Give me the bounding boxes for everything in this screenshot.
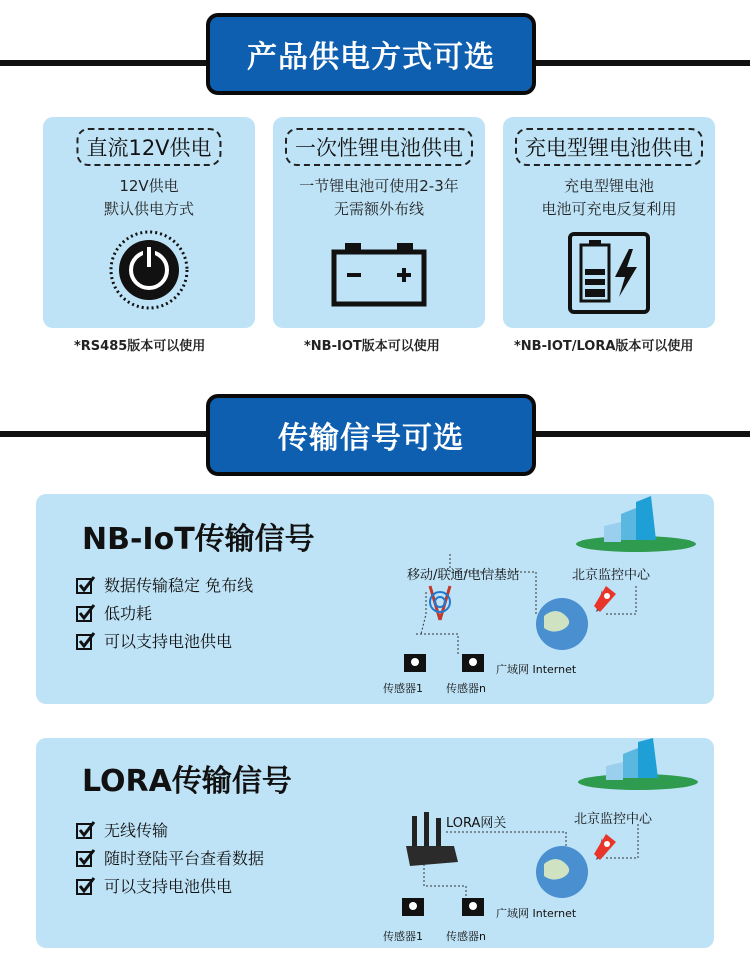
globe-icon — [536, 846, 588, 898]
feature-text: 无线传输 — [104, 821, 169, 840]
card-desc-line1: 12V供电 — [119, 177, 179, 195]
panel-title: LORA传输信号 — [82, 764, 292, 799]
internet-label: 广域网 Internet — [496, 907, 577, 920]
feature-item — [76, 874, 232, 897]
card-desc-line2: 无需额外布线 — [333, 200, 424, 218]
building-icon — [578, 738, 698, 790]
checkbox-checked-icon — [76, 603, 96, 623]
feature-item — [76, 573, 253, 596]
power-card-primary-battery — [273, 117, 485, 328]
building-icon — [576, 496, 696, 552]
sensor-label: 传感器1 — [383, 930, 423, 943]
card-note: *NB-IOT/LORA版本可以使用 — [514, 339, 694, 354]
power-card-dc — [43, 117, 255, 328]
center-label: 北京监控中心 — [572, 568, 651, 583]
sensor-label: 传感器n — [446, 682, 486, 695]
center-label: 北京监控中心 — [574, 812, 653, 827]
card-desc-line1: 一节锂电池可使用2-3年 — [299, 177, 459, 195]
feature-item — [76, 601, 152, 624]
checkbox-checked-icon — [76, 876, 96, 896]
checkbox-checked-icon — [76, 820, 96, 840]
feature-text: 可以支持电池供电 — [104, 877, 233, 896]
feature-text: 随时登陆平台查看数据 — [104, 849, 265, 868]
feature-text: 可以支持电池供电 — [104, 632, 233, 651]
power-button-icon — [108, 229, 190, 315]
card-title: 充电型锂电池供电 — [515, 128, 703, 166]
cell-tower-icon — [430, 586, 450, 620]
card-note: *NB-IOT版本可以使用 — [304, 339, 440, 354]
checkbox-checked-icon — [76, 631, 96, 651]
sensor-icon — [462, 654, 484, 672]
card-title: 直流12V供电 — [76, 128, 221, 166]
battery-icon — [331, 241, 427, 311]
gateway-label: LORA网关 — [446, 816, 507, 831]
feature-item — [76, 818, 168, 841]
checkbox-checked-icon — [76, 848, 96, 868]
sensor-icon — [404, 654, 426, 672]
sensor-icon — [462, 898, 484, 916]
feature-text: 数据传输稳定 免布线 — [104, 576, 254, 595]
card-desc-line2: 电池可充电反复利用 — [541, 200, 677, 218]
card-desc-line1: 充电型锂电池 — [563, 177, 654, 195]
feature-item — [76, 846, 264, 869]
sensor-icon — [402, 898, 424, 916]
lora-panel — [36, 738, 714, 948]
sensor-label: 传感器n — [446, 930, 486, 943]
feature-item — [76, 629, 232, 652]
card-description — [43, 175, 255, 221]
power-section-title: 产品供电方式可选 — [206, 13, 536, 95]
rocket-icon — [594, 834, 616, 860]
card-description — [273, 175, 485, 221]
rocket-icon — [594, 586, 616, 612]
gateway-label: 移动/联通/电信基站 — [407, 568, 520, 583]
feature-text: 低功耗 — [104, 604, 153, 623]
card-description — [503, 175, 715, 221]
card-note: *RS485版本可以使用 — [74, 339, 206, 354]
sensor-label: 传感器1 — [383, 682, 423, 695]
rechargeable-battery-icon — [567, 231, 651, 319]
signal-section-title: 传输信号可选 — [206, 394, 536, 476]
globe-icon — [536, 598, 588, 650]
checkbox-checked-icon — [76, 575, 96, 595]
nbiot-panel — [36, 494, 714, 704]
card-title: 一次性锂电池供电 — [285, 128, 473, 166]
card-desc-line2: 默认供电方式 — [103, 200, 194, 218]
internet-label: 广域网 Internet — [496, 663, 577, 676]
power-card-rechargeable — [503, 117, 715, 328]
panel-title: NB-IoT传输信号 — [82, 522, 315, 557]
